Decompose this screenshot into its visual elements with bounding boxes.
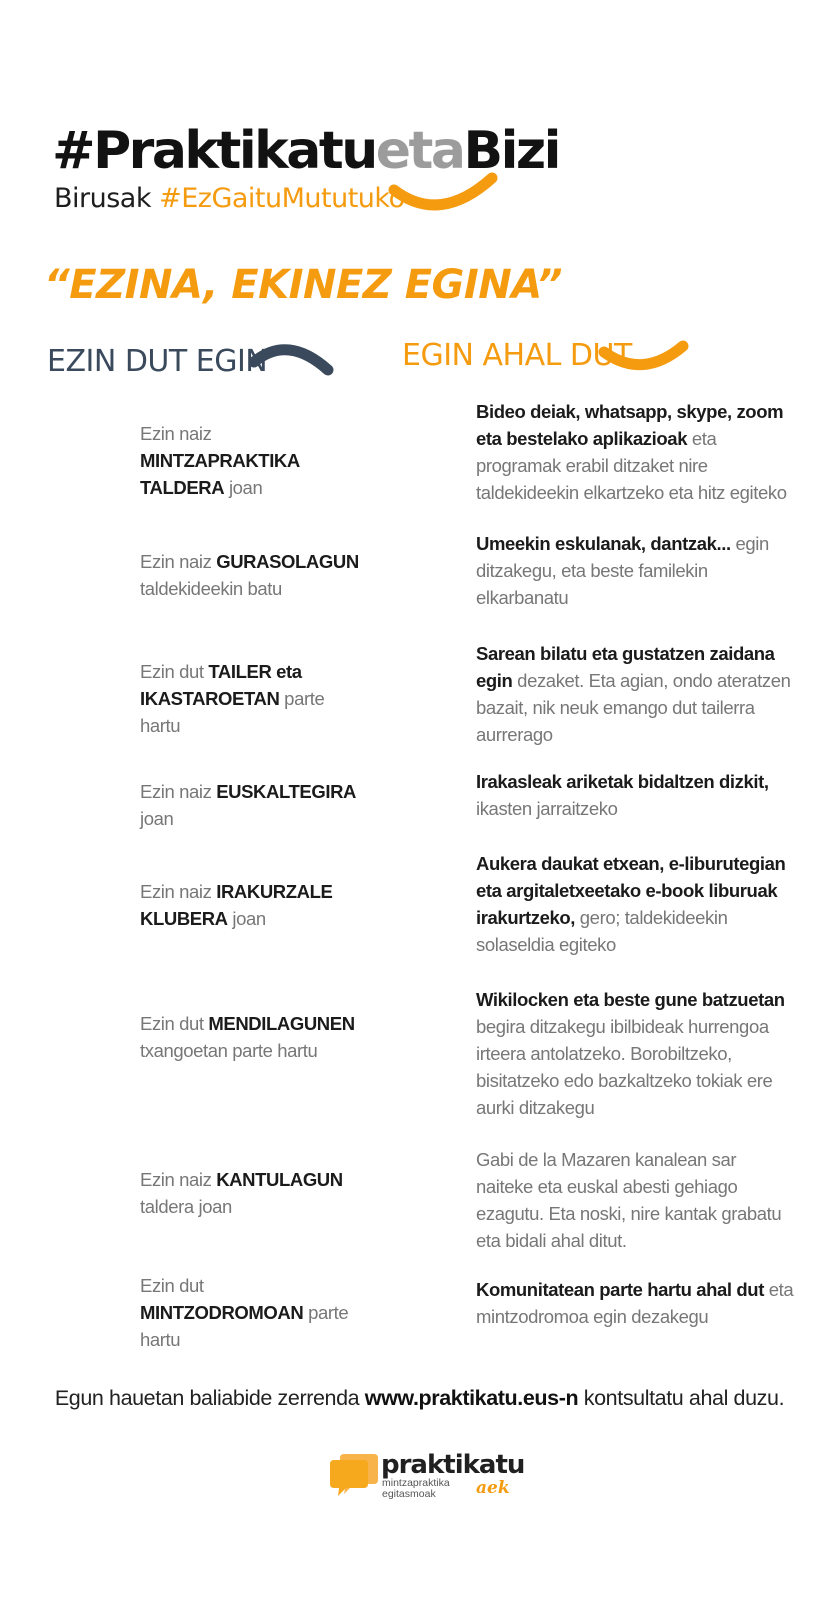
can-item-text	[476, 850, 794, 958]
can-item-rest: Gabi de la Mazaren kanalean sar naiteke eta euskal abesti gehiago ezagutu. Eta noski, nire kantak grabatu eta bidali ahal ditut.	[476, 1149, 782, 1251]
can-item-text	[476, 768, 794, 822]
cant-item-activity: IRAKURZALE KLUBERA	[140, 881, 333, 929]
cant-item-lead: Ezin dut	[140, 1013, 209, 1034]
can-item-rest: eta mintzodromoa egin dezakegu	[476, 1279, 794, 1327]
can-item-text	[476, 986, 794, 1121]
cant-item-tail: txangoetan parte hartu	[140, 1040, 318, 1061]
subtitle-word: Birusak	[54, 183, 151, 214]
cant-item-lead: Ezin naiz	[140, 781, 217, 802]
can-item-text	[476, 640, 794, 748]
logo-aek: aek	[476, 1478, 510, 1498]
logo-subtitle: mintzapraktika egitasmoak	[382, 1477, 450, 1500]
can-item-text	[476, 1146, 794, 1254]
cant-item-lead: Ezin dut	[140, 661, 209, 682]
can-item-rest: dezaket. Eta agian, ondo ateratzen bazait, nik neuk emango dut tailerra aurrerago	[476, 670, 791, 745]
resources-link[interactable]: www.praktikatu.eus-n	[364, 1386, 579, 1410]
can-item-highlight: Wikilocken eta beste gune batzuetan	[476, 989, 785, 1010]
cant-item-text	[140, 1010, 362, 1064]
can-item-highlight: Aukera daukat etxean, e-liburutegian eta argitaletxeetako e-book liburuak irakurtzeko,	[476, 853, 786, 928]
cant-item-activity: GURASOLAGUN	[216, 551, 359, 572]
cant-item-tail: taldekideekin batu	[140, 578, 282, 599]
cant-item-lead: Ezin naiz	[140, 423, 212, 444]
can-item-text	[476, 398, 794, 506]
cant-item-activity: KANTULAGUN	[216, 1169, 343, 1190]
can-item-highlight: Bideo deiak, whatsapp, skype, zoom eta bestelako aplikazioak	[476, 401, 784, 449]
logo-wordmark: praktikatu	[381, 1450, 525, 1480]
hashtag-part-eta: eta	[375, 121, 464, 181]
cant-item-text	[140, 548, 362, 602]
smile-arc-icon	[598, 340, 693, 380]
cant-column-heading: EZIN DUT EGIN	[47, 344, 268, 379]
note-text-before: Egun hauetan baliabide zerrenda	[54, 1386, 365, 1410]
resources-note	[0, 1386, 839, 1411]
cant-item-tail: taldera joan	[140, 1196, 232, 1217]
note-text-after: kontsultatu ahal duzu.	[578, 1386, 785, 1410]
cant-item-activity: MINTZODROMOAN	[140, 1302, 304, 1323]
can-item-highlight: Sarean bilatu eta gustatzen zaidana egin	[476, 643, 775, 691]
cant-item-activity: EUSKALTEGIRA	[216, 781, 356, 802]
cant-item-lead: Ezin naiz	[140, 551, 217, 572]
hashtag-part-bizi: Bizi	[463, 121, 560, 181]
cant-item-tail: joan	[140, 808, 174, 829]
cant-item-tail: parte hartu	[140, 688, 325, 736]
cant-item-text	[140, 420, 362, 501]
can-item-rest: egin ditzakegu, eta beste familekin elkarbanatu	[476, 533, 769, 608]
speech-bubble-logo-icon	[330, 1450, 380, 1498]
subtitle-hashtag: #EzGaituMututuko	[159, 183, 405, 214]
motto-heading: “EZINA, EKINEZ EGINA”	[44, 262, 562, 308]
cant-item-activity: MINTZAPRAKTIKA TALDERA	[140, 450, 300, 498]
cant-item-tail: parte hartu	[140, 1302, 349, 1350]
smile-swoosh-icon	[390, 170, 500, 220]
hashtag-part-praktikatu: #Praktikatu	[52, 121, 376, 181]
can-item-highlight: Irakasleak ariketak bidaltzen dizkit,	[476, 771, 769, 792]
can-item-rest: eta programak erabil ditzaket nire taldekideekin elkartzeko eta hitz egiteko	[476, 428, 787, 503]
cant-item-activity: TAILER eta IKASTAROETAN	[140, 661, 302, 709]
cant-item-lead: Ezin dut	[140, 1275, 204, 1296]
cant-item-text	[140, 658, 362, 739]
cant-item-lead: Ezin naiz	[140, 881, 217, 902]
cant-item-lead: Ezin naiz	[140, 1169, 217, 1190]
cant-item-tail: joan	[227, 908, 266, 929]
cant-item-text	[140, 878, 362, 932]
frown-arc-icon	[248, 340, 338, 380]
can-item-highlight: Umeekin eskulanak, dantzak...	[476, 533, 731, 554]
cant-item-activity: MENDILAGUNEN	[208, 1013, 355, 1034]
can-item-text	[476, 530, 794, 611]
cant-item-text	[140, 1272, 362, 1353]
can-item-highlight: Komunitatean parte hartu ahal dut	[476, 1279, 764, 1300]
cant-item-tail: joan	[224, 477, 263, 498]
can-item-text	[476, 1276, 794, 1330]
can-item-rest: gero; taldekideekin solaseldia egiteko	[476, 907, 728, 955]
can-item-rest: ikasten jarraitzeko	[476, 798, 618, 819]
campaign-subtitle	[54, 182, 405, 216]
can-column-heading: EGIN AHAL DUT	[402, 338, 632, 373]
can-item-rest: begira ditzakegu ibilbideak hurrengoa irteera antolatzeko. Borobiltzeko, bisitatzeko edo bazkaltzeko tokiak ere aurki ditzakegu	[476, 1016, 773, 1118]
cant-item-text	[140, 1166, 362, 1220]
cant-item-text	[140, 778, 362, 832]
